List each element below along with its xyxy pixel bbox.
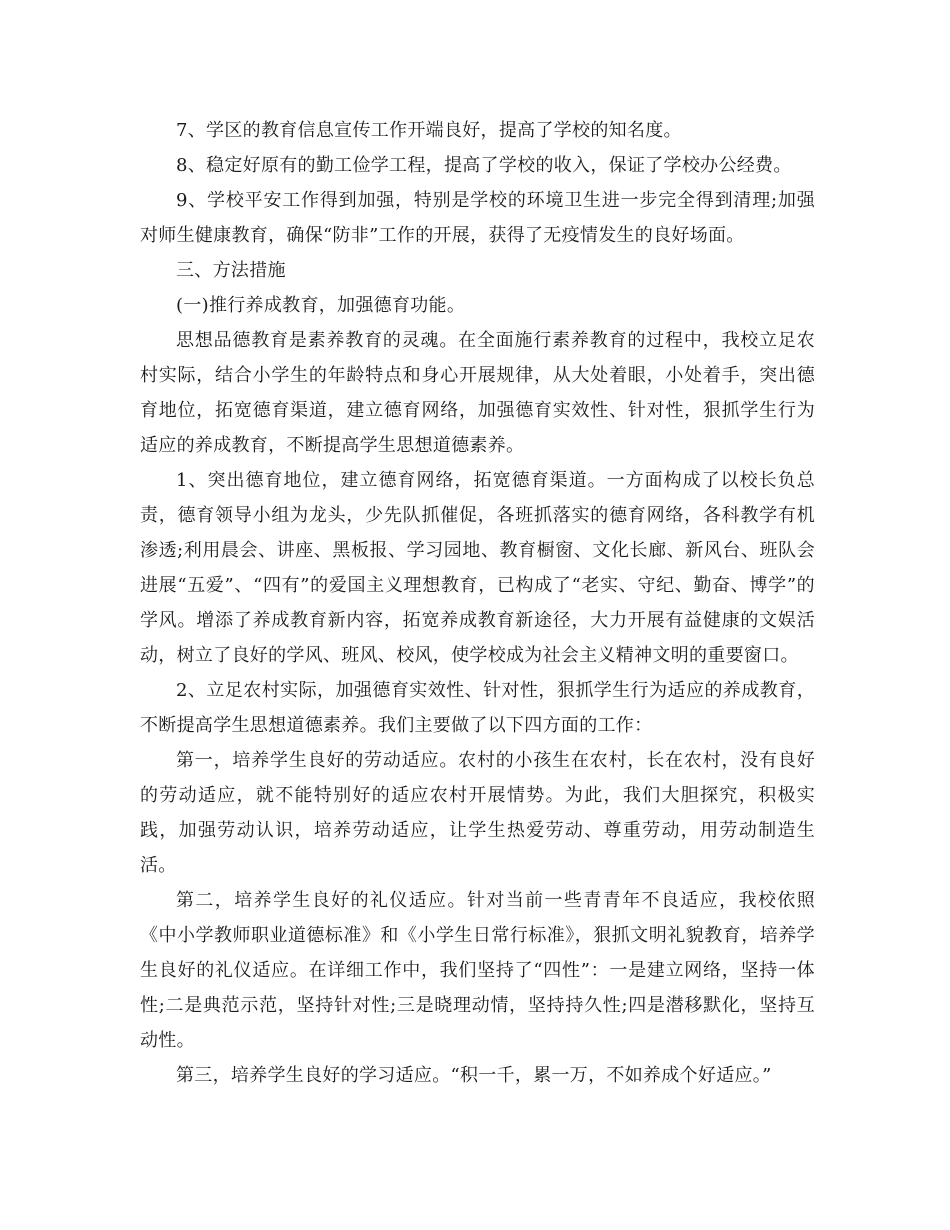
section-heading-methods: 三、方法措施 [176, 260, 286, 281]
paragraph-second-etiquette: 第二，培养学生良好的礼仪适应。针对当前一些青青年不良适应，我校依照《中小学教师职业道德标准》和《小学生日常行标准》，狠抓文明礼貌教育，培养学生良好的礼仪适应。在详细工作中，我们坚持了“四性”：一是建立网络，坚持一体性;二是典范示范，坚持针对性;三是晓理动情，坚持持久性;四是潜移默化，坚持互动性。 [140, 890, 815, 1051]
paragraph-point-2: 2、立足农村实际，加强德育实效性、针对性，狠抓学生行为适应的养成教育，不断提高学生思想道德素养。我们主要做了以下四方面的工作： [140, 680, 815, 736]
paragraph-item-8: 8、稳定好原有的勤工俭学工程，提高了学校的收入，保证了学校办公经费。 [176, 155, 792, 176]
paragraph-item-9: 9、学校平安工作得到加强，特别是学校的环境卫生进一步完全得到清理;加强对师生健康教育，确保“防非”工作的开展，获得了无疫情发生的良好场面。 [140, 190, 815, 246]
paragraph-item-7: 7、学区的教育信息宣传工作开端良好，提高了学校的知名度。 [176, 120, 682, 141]
paragraph-first-labor: 第一，培养学生良好的劳动适应。农村的小孩生在农村，长在农村，没有良好的劳动适应，就不能特别好的适应农村开展情势。为此，我们大胆探究，积极实践，加强劳动认识，培养劳动适应，让学生热爱劳动、尊重劳动，用劳动制造生活。 [140, 750, 815, 876]
subsection-heading-1: (一)推行养成教育，加强德育功能。 [176, 295, 466, 316]
paragraph-moral-education: 思想品德教育是素养教育的灵魂。在全面施行素养教育的过程中，我校立足农村实际，结合小学生的年龄特点和身心开展规律，从大处着眼，小处着手，突出德育地位，拓宽德育渠道，建立德育网络，加强德育实效性、针对性，狠抓学生行为适应的养成教育，不断提高学生思想道德素养。 [140, 330, 815, 456]
paragraph-third-study: 第三，培养学生良好的学习适应。“积一千，累一万，不如养成个好适应。” [176, 1065, 772, 1086]
paragraph-point-1: 1、突出德育地位，建立德育网络，拓宽德育渠道。一方面构成了以校长负总责，德育领导小组为龙头，少先队抓催促，各班抓落实的德育网络，各科教学有机渗透;利用晨会、讲座、黑板报、学习园地、教育橱窗、文化长廊、新风台、班队会进展“五爱”、“四有”的爱国主义理想教育，已构成了“老实、守纪、勤奋、博学”的学风。增添了养成教育新内容，拓宽养成教育新途径，大力开展有益健康的文娱活动，树立了良好的学风、班风、校风，使学校成为社会主义精神文明的重要窗口。 [140, 470, 815, 666]
document-body [140, 113, 815, 1093]
